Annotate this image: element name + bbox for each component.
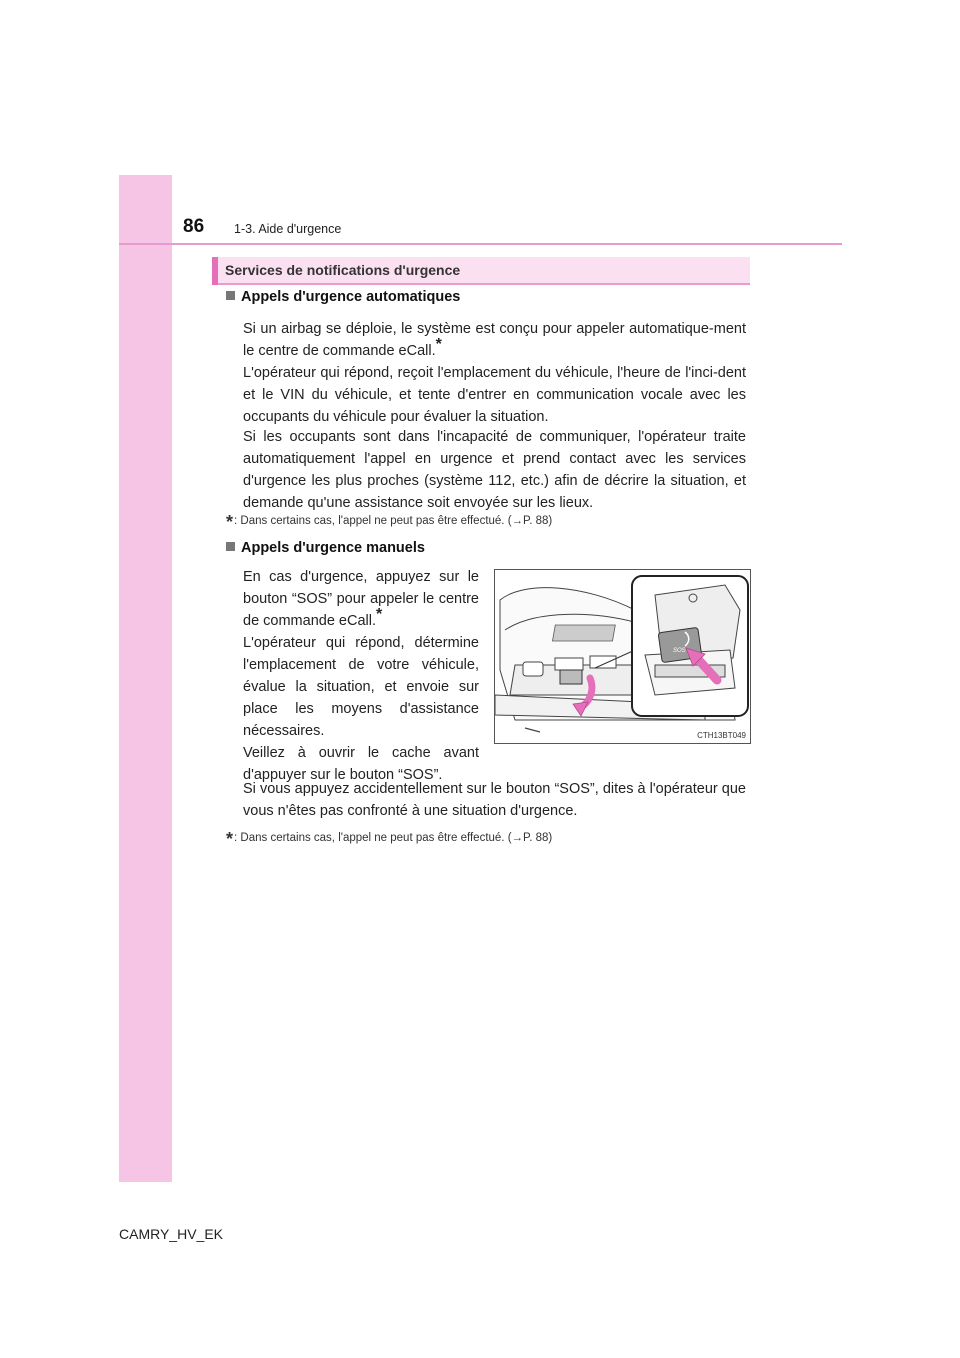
footnote-asterisk: * <box>226 512 234 532</box>
subheading-auto <box>226 289 460 305</box>
figure-code: CTH13BT049 <box>697 731 746 740</box>
header-rule <box>119 243 842 245</box>
section-title: Services de notifications d'urgence <box>225 262 461 278</box>
page-number: 86 <box>183 216 205 237</box>
auto-paragraph-2: Si les occupants sont dans l'incapacité de communiquer, l'opérateur traite automatiquement l'appel en urgence et prend contact avec les services d'urgence les plus proches (système 112, etc.) afin de décrire la situation, et demande qu'une assistance soit envoyée sur les lieux. <box>243 429 746 511</box>
footnote-marker: * <box>435 336 442 354</box>
chapter-title: 1-3. Aide d'urgence <box>234 222 342 236</box>
manual-paragraph-2: Si vous appuyez accidentellement sur le bouton “SOS”, dites à l'opérateur que vous n'êtes pas confronté à une situation d'urgence. <box>243 781 746 819</box>
footnote-marker: * <box>376 606 383 624</box>
square-bullet-icon <box>226 542 235 551</box>
square-bullet-icon <box>226 291 235 300</box>
subheading-auto-text: Appels d'urgence automatiques <box>241 289 461 305</box>
overhead-console-drawing <box>495 570 751 744</box>
manual-paragraph-1 <box>243 566 479 786</box>
auto-footnote <box>226 512 552 533</box>
manual-footnote <box>226 829 552 850</box>
footer-model: CAMRY_HV_EK <box>119 1226 224 1242</box>
auto-footnote-text: : Dans certains cas, l'appel ne peut pas être effectué. (→P. 88) <box>234 515 553 527</box>
subheading-manual <box>226 540 425 556</box>
sos-button-illustration <box>494 569 751 744</box>
footnote-asterisk: * <box>226 829 234 849</box>
subheading-manual-text: Appels d'urgence manuels <box>241 540 425 556</box>
manual-p1-a: En cas d'urgence, appuyez sur le bouton “SOS” pour appeler le centre de commande eCall. <box>243 569 479 629</box>
manual-footnote-text: : Dans certains cas, l'appel ne peut pas être effectué. (→P. 88) <box>234 832 553 844</box>
section-heading <box>212 257 750 285</box>
side-tab-band <box>119 175 172 1182</box>
manual-p1-c: Veillez à ouvrir le cache avant d'appuyer sur le bouton “SOS”. <box>243 745 479 783</box>
auto-paragraph-1 <box>243 318 746 428</box>
manual-p1-b: L'opérateur qui répond, détermine l'emplacement de votre véhicule, évalue la situation, et envoie sur place les moyens d'assistance nécessaires. <box>243 635 479 739</box>
auto-p1-b: L'opérateur qui répond, reçoit l'emplacement du véhicule, l'heure de l'inci-dent et le VIN du véhicule, et tente d'entrer en communication vocale avec les occupants du véhicule pour évaluer la situation. <box>243 365 746 425</box>
auto-p1-a: Si un airbag se déploie, le système est conçu pour appeler automatique-ment le centre de commande eCall. <box>243 321 746 359</box>
section-accent-bar <box>212 257 218 285</box>
sos-button-text: SOS <box>673 648 686 654</box>
